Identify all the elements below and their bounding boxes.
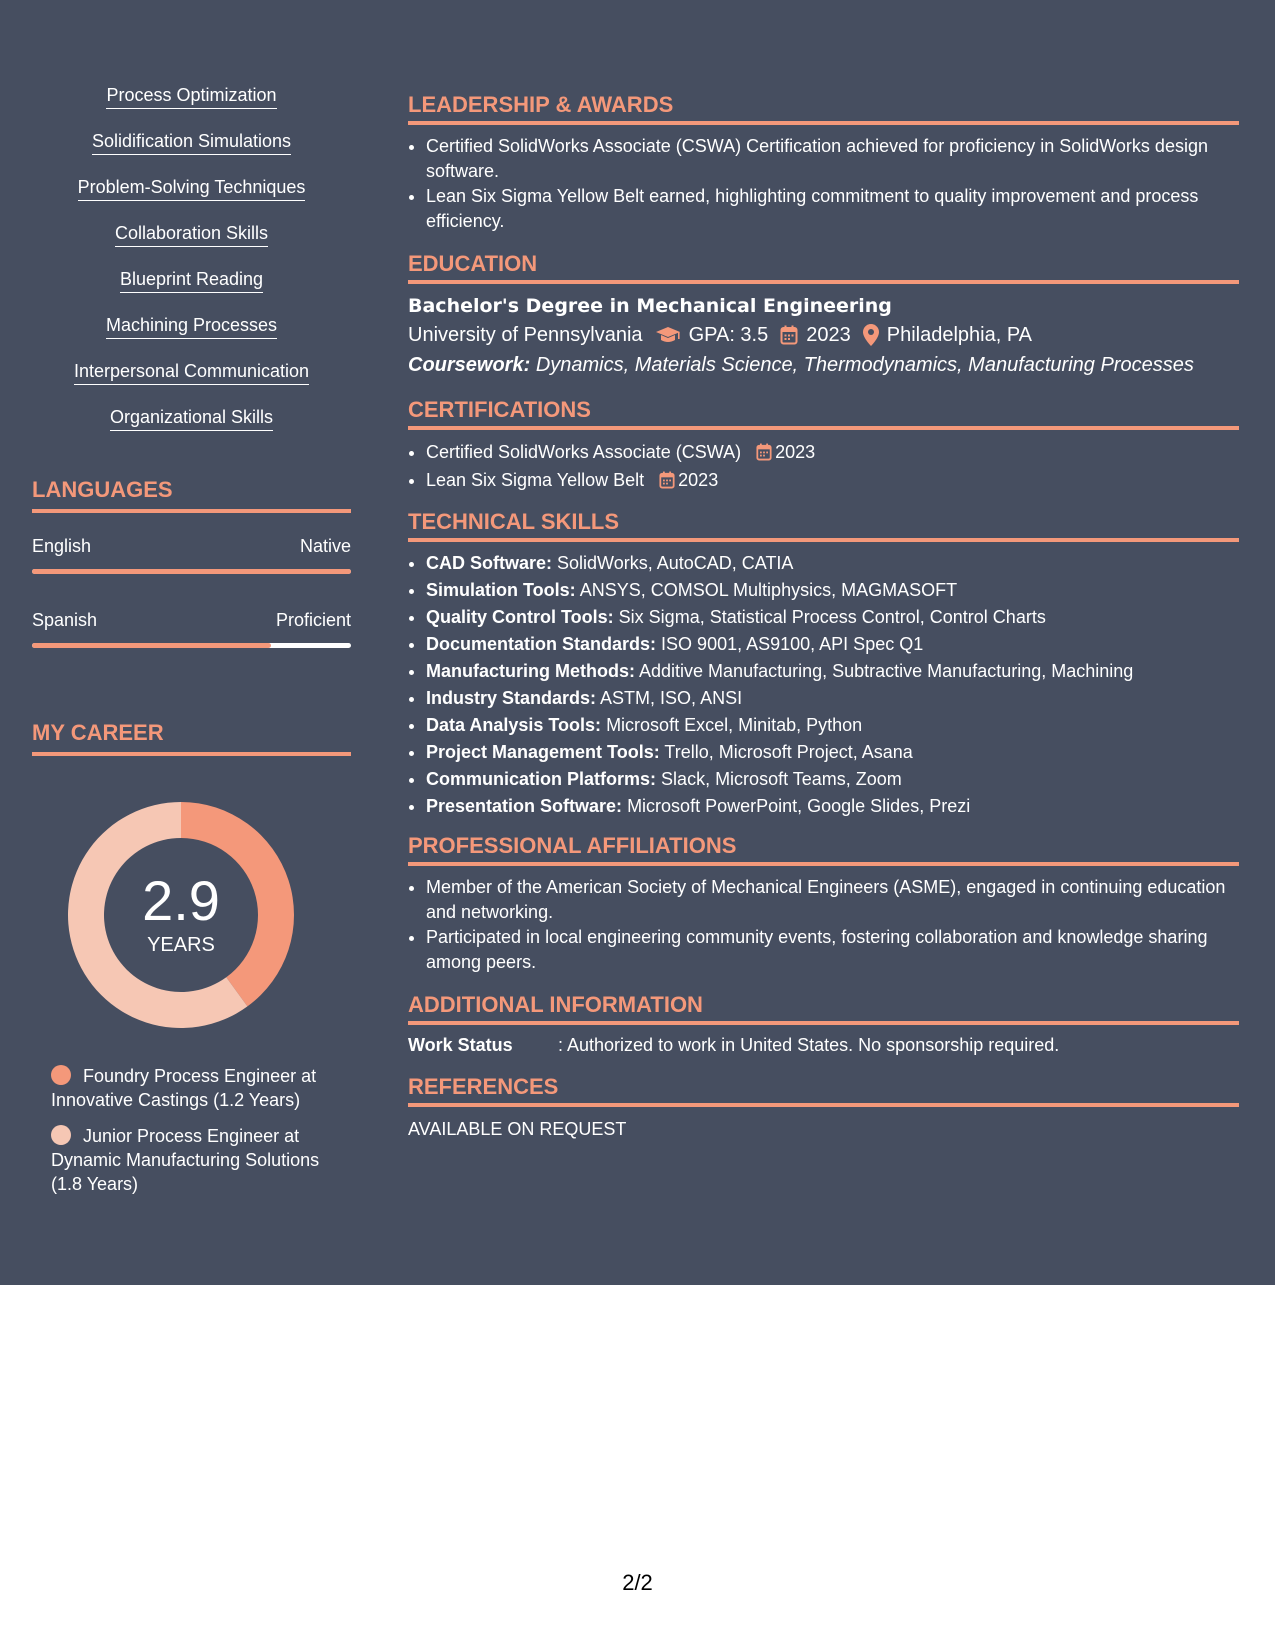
- list-item: [426, 604, 1239, 631]
- work-status-label: Work Status: [408, 1035, 513, 1055]
- skill-item: Organizational Skills: [110, 406, 273, 431]
- skill-list: [32, 84, 351, 452]
- certification-name: Lean Six Sigma Yellow Belt: [426, 470, 645, 490]
- career-heading: MY CAREER: [32, 720, 351, 756]
- sidebar: [32, 84, 351, 1208]
- skill-values: Trello, Microsoft Project, Asana: [664, 742, 913, 762]
- certification-year: 2023: [775, 442, 816, 462]
- language-spanish: [32, 609, 351, 648]
- list-item: [426, 658, 1239, 685]
- work-status-value: : Authorized to work in United States. No sponsorship required.: [558, 1035, 1060, 1055]
- language-english: [32, 535, 351, 574]
- list-item: [426, 685, 1239, 712]
- leadership-heading: LEADERSHIP & AWARDS: [408, 92, 1239, 125]
- certifications-heading: CERTIFICATIONS: [408, 397, 1239, 430]
- certifications-list: [408, 440, 1239, 496]
- certification-name: Certified SolidWorks Associate (CSWA): [426, 442, 742, 462]
- language-name: Spanish: [32, 610, 98, 630]
- list-item: [426, 577, 1239, 604]
- skill-category: Data Analysis Tools:: [426, 715, 602, 735]
- certification-year: 2023: [678, 470, 719, 490]
- certifications-section: [408, 397, 1239, 496]
- coursework-label: Coursework:: [408, 354, 531, 376]
- list-item: [426, 550, 1239, 577]
- donut-center: [66, 800, 296, 1030]
- education-section: [408, 251, 1239, 380]
- skill-category: Quality Control Tools:: [426, 607, 614, 627]
- skill-item: Solidification Simulations: [92, 130, 291, 155]
- career-section: [32, 720, 351, 1196]
- skill-values: ANSYS, COMSOL Multiphysics, MAGMASOFT: [579, 580, 958, 600]
- list-item: • Lean Six Sigma Yellow Belt earned, highlighting commitment to quality improvement and process efficiency.: [426, 184, 1239, 234]
- legend-dot-icon: [51, 1065, 71, 1085]
- skill-category: CAD Software:: [426, 553, 553, 573]
- list-item: [426, 793, 1239, 820]
- leadership-list: [408, 134, 1239, 234]
- list-item: [426, 712, 1239, 739]
- list-item: [426, 631, 1239, 658]
- list-item: • Member of the American Society of Mechanical Engineers (ASME), engaged in continuing education and networking.: [426, 875, 1239, 925]
- list-item: [426, 766, 1239, 793]
- graduation-cap-icon: [655, 326, 681, 344]
- career-years-value: 2.9: [142, 869, 220, 932]
- degree-title: Bachelor's Degree in Mechanical Engineering: [408, 295, 892, 317]
- technical-skills-heading: TECHNICAL SKILLS: [408, 509, 1239, 542]
- technical-skills-section: [408, 509, 1239, 820]
- list-item: • Participated in local engineering community events, fostering collaboration and knowledge sharing among peers.: [426, 925, 1239, 975]
- list-item: [426, 440, 1239, 468]
- skill-category: Simulation Tools:: [426, 580, 576, 600]
- education-heading: EDUCATION: [408, 251, 1239, 284]
- gpa: GPA: 3.5: [688, 324, 769, 346]
- education-meta: [408, 320, 1239, 350]
- career-legend-item: [51, 1124, 331, 1196]
- language-level: Native: [299, 536, 351, 556]
- languages-heading: LANGUAGES: [32, 477, 351, 513]
- skill-values: Microsoft PowerPoint, Google Slides, Prezi: [627, 796, 971, 816]
- skill-category: Manufacturing Methods:: [426, 661, 635, 681]
- career-role-label: Junior Process Engineer at Dynamic Manufacturing Solutions (1.8 Years): [51, 1126, 320, 1194]
- career-legend: [32, 1064, 351, 1196]
- graduation-year: 2023: [806, 324, 851, 346]
- skill-values: Slack, Microsoft Teams, Zoom: [661, 769, 902, 789]
- main-column: [408, 92, 1239, 1141]
- coursework-list: Dynamics, Materials Science, Thermodynamics, Manufacturing Processes: [535, 354, 1194, 376]
- references-text: AVAILABLE ON REQUEST: [408, 1119, 627, 1139]
- skill-item: Process Optimization: [106, 84, 276, 109]
- language-level-bar: [32, 643, 351, 648]
- calendar-icon: [659, 471, 675, 496]
- language-level-bar: [32, 569, 351, 574]
- calendar-icon: [756, 443, 772, 468]
- skill-values: Six Sigma, Statistical Process Control, Control Charts: [618, 607, 1046, 627]
- skill-item: Machining Processes: [106, 314, 277, 339]
- skill-category: Communication Platforms:: [426, 769, 657, 789]
- skill-values: SolidWorks, AutoCAD, CATIA: [557, 553, 794, 573]
- skill-values: Microsoft Excel, Minitab, Python: [606, 715, 863, 735]
- additional-info-section: [408, 992, 1239, 1057]
- language-level: Proficient: [275, 610, 351, 630]
- additional-info-heading: ADDITIONAL INFORMATION: [408, 992, 1239, 1025]
- leadership-section: [408, 92, 1239, 234]
- school-name: University of Pennsylvania: [408, 324, 643, 346]
- coursework: [408, 350, 1239, 380]
- references-section: [408, 1074, 1239, 1141]
- legend-dot-icon: [51, 1125, 71, 1145]
- affiliations-heading: PROFESSIONAL AFFILIATIONS: [408, 833, 1239, 866]
- work-status-row: [408, 1033, 1239, 1057]
- skill-category: Presentation Software:: [426, 796, 623, 816]
- languages-section: [32, 477, 351, 648]
- skill-values: ISO 9001, AS9100, API Spec Q1: [661, 634, 924, 654]
- skill-item: Blueprint Reading: [120, 268, 263, 293]
- career-role-label: Foundry Process Engineer at Innovative Castings (1.2 Years): [51, 1066, 317, 1110]
- skill-category: Documentation Standards:: [426, 634, 657, 654]
- list-item: [426, 739, 1239, 766]
- technical-skills-list: [408, 550, 1239, 820]
- career-years-label: YEARS: [147, 934, 215, 956]
- language-name: English: [32, 536, 92, 556]
- skill-values: ASTM, ISO, ANSI: [600, 688, 743, 708]
- skill-item: Problem-Solving Techniques: [78, 176, 306, 201]
- skill-values: Additive Manufacturing, Subtractive Manufacturing, Machining: [639, 661, 1134, 681]
- references-heading: REFERENCES: [408, 1074, 1239, 1107]
- affiliations-list: [408, 875, 1239, 975]
- list-item: • Certified SolidWorks Associate (CSWA) Certification achieved for proficiency in SolidWorks design software.: [426, 134, 1239, 184]
- page-number: 2/2: [622, 1570, 653, 1595]
- affiliations-section: [408, 833, 1239, 975]
- location-pin-icon: [863, 324, 879, 346]
- skill-item: Interpersonal Communication: [74, 360, 309, 385]
- language-level-fill: [32, 569, 351, 574]
- school-location: Philadelphia, PA: [886, 324, 1033, 346]
- list-item: [426, 468, 1239, 496]
- skill-category: Industry Standards:: [426, 688, 597, 708]
- skill-item: Collaboration Skills: [115, 222, 268, 247]
- skill-category: Project Management Tools:: [426, 742, 660, 762]
- language-level-fill: [32, 643, 271, 648]
- calendar-icon: [780, 325, 798, 345]
- career-legend-item: [51, 1064, 331, 1112]
- career-donut-chart: [66, 800, 296, 1030]
